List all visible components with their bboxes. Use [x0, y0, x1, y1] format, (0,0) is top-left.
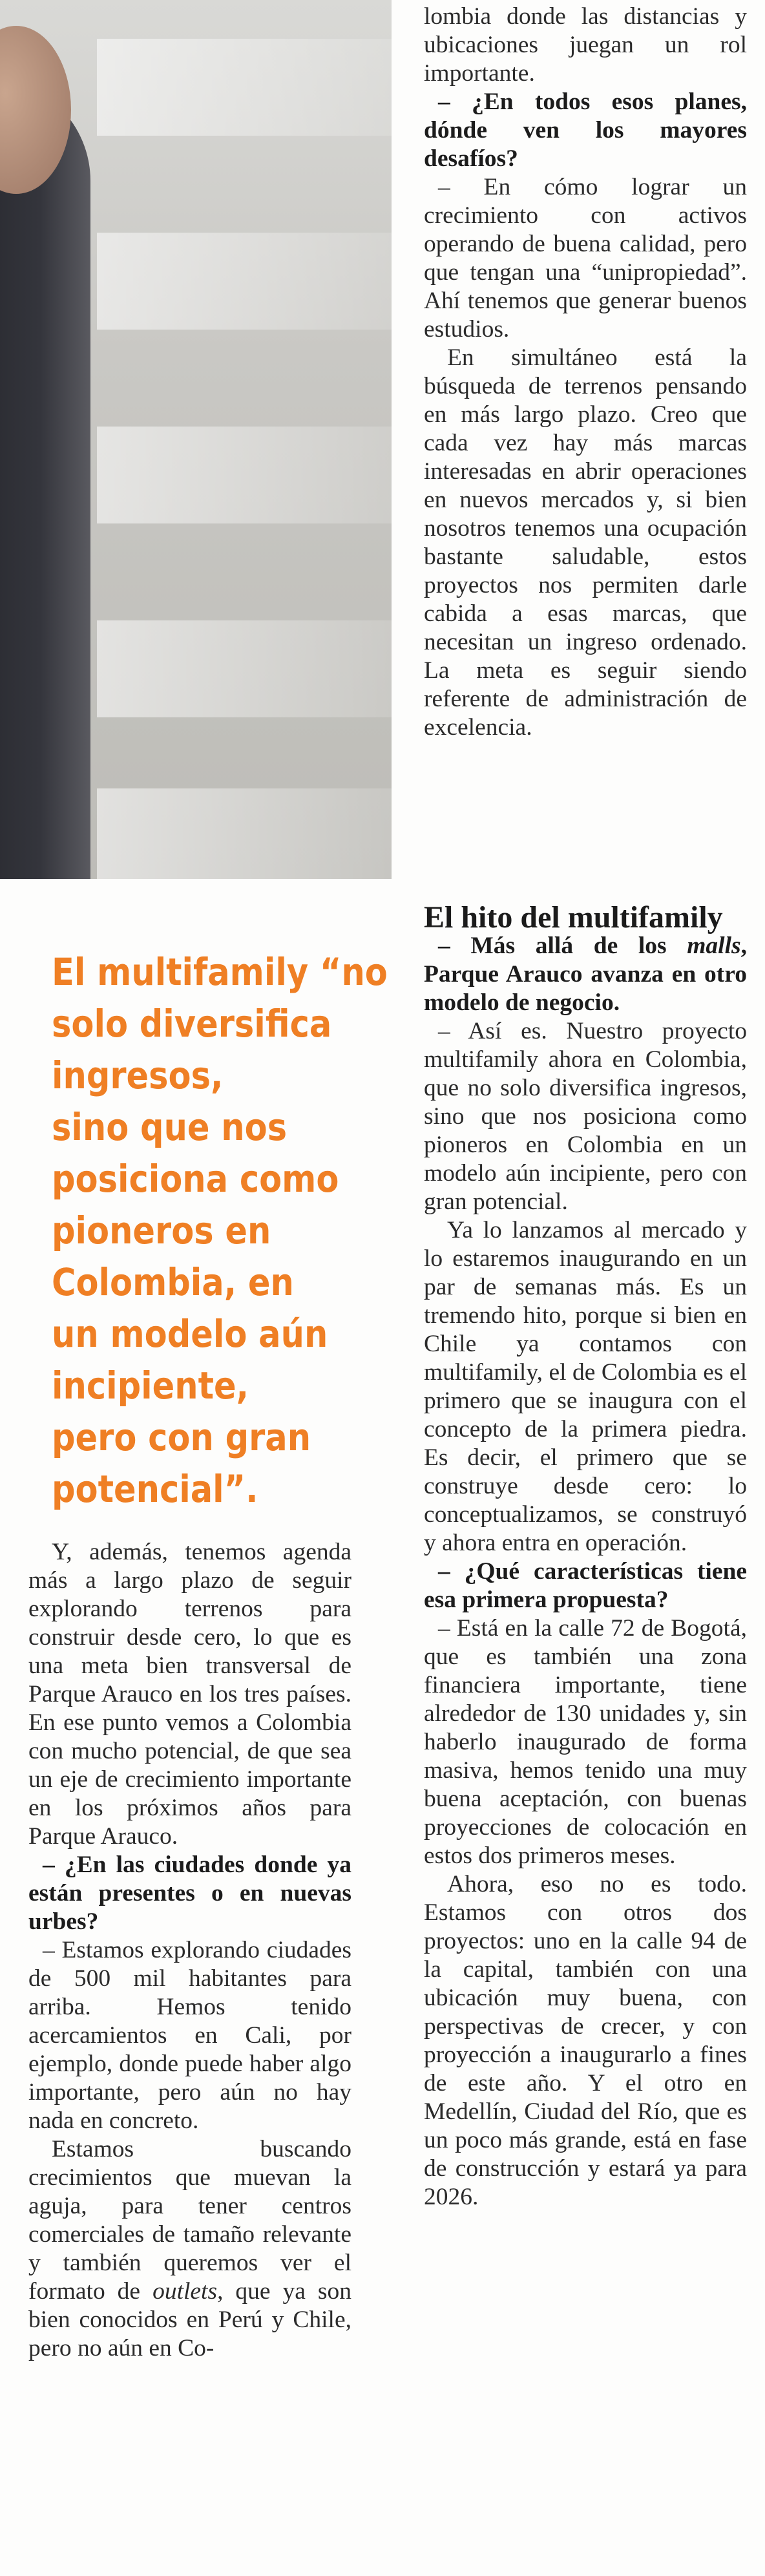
window-blind-stripe [97, 427, 392, 523]
pull-quote [52, 946, 388, 1515]
paragraph: Y, además, tenemos agenda más a largo plazo de seguir explorando terrenos para construir desde cero, lo que es una meta bien transversal de Parque Arauco en los tres países. En ese punto vemos a Colombia con mucho potencial, de que sea un eje de crecimiento importante en los próximos años para Parque Arauco. [28, 1539, 351, 1850]
pull-quote-line: posiciona como [52, 1157, 339, 1201]
pull-quote-line: Colombia, en [52, 1260, 294, 1304]
person-silhouette [0, 78, 90, 879]
paragraph: – En cómo lograr un crecimiento con activos operando de buena calidad, pero que tengan una “unipropiedad”. Ahí tenemos que generar buenos estudios. [424, 174, 747, 343]
window-blind-stripe [97, 233, 392, 330]
interview-question: – ¿En las ciudades donde ya están presentes o en nuevas urbes? [28, 1852, 351, 1935]
paragraph: Ya lo lanzamos al mercado y lo estaremos inaugurando en un par de semanas más. Es un tremendo hito, porque si bien en Chile ya contamos con multifamily, el de Colombia es el primero que se inaugura con el concepto de la primera piedra. Es decir, el primero que se construye desde cero: lo conceptualizamos, se construyó y ahora entra en operación. [424, 1217, 747, 1556]
paragraph: – Está en la calle 72 de Bogotá, que es también una zona financiera importante, tiene alrededor de 130 unidades y, sin haberlo inaugurado de forma masiva, hemos tenido una muy buena aceptación, con buenas proyecciones de colocación en estos dos primeros meses. [424, 1615, 747, 1869]
paragraph [28, 2135, 351, 2363]
pull-quote-line: sino que nos [52, 1105, 288, 1149]
window-blind-stripe [97, 788, 392, 879]
pull-quote-line: un modelo aún [52, 1312, 328, 1356]
paragraph-text: , que ya son bien conocidos en Perú y Chile, pero no aún en Co- [28, 2278, 351, 2361]
article-column-right-bottom [424, 900, 747, 2212]
section-heading: El hito del multifamily [424, 900, 723, 934]
pull-quote-line: incipiente, [52, 1364, 249, 1408]
pull-quote-line: ingresos, [52, 1053, 224, 1097]
paragraph-text: Estamos buscando crecimientos que muevan la aguja, para tener centros comerciales de tamaño relevante y también queremos ver el formato de [28, 2136, 351, 2305]
question-text: – Más allá de los [438, 933, 687, 959]
window-blind-stripe [97, 620, 392, 717]
interview-question [424, 932, 747, 1017]
pull-quote-line: pioneros en [52, 1209, 271, 1252]
question-text: , Parque Arauco avanza en otro modelo de negocio. [424, 933, 747, 1016]
paragraph: En simultáneo está la búsqueda de terrenos pensando en más largo plazo. Creo que cada vez hay más marcas interesadas en abrir operaciones en nuevos mercados y, si bien nosotros tenemos una ocupación bastante saludable, estos proyectos nos permiten darle cabida a esas marcas, que necesitan un ingreso ordenado. La meta es seguir siendo referente de administración de excelencia. [424, 344, 747, 741]
pull-quote-line: potencial”. [52, 1467, 258, 1511]
paragraph: – Estamos explorando ciudades de 500 mil habitantes para arriba. Hemos tenido acercamientos en Cali, por ejemplo, donde puede haber algo importante, pero aún no hay nada en concreto. [28, 1937, 351, 2134]
paragraph: – Así es. Nuestro proyecto multifamily ahora en Colombia, que no solo diversifica ingresos, sino que nos posiciona como pioneros en Colombia en un modelo aún incipiente, pero con gran potencial. [424, 1018, 747, 1215]
pull-quote-line: pero con gran [52, 1415, 311, 1459]
paragraph: lombia donde las distancias y ubicaciones juegan un rol importante. [424, 3, 747, 87]
paragraph: Ahora, eso no es todo. Estamos con otros dos proyectos: uno en la calle 94 de la capital, también con una ubicación muy buena, con perspectivas de crecer, y con proyección a inaugurarlo a fines de este año. Y el otro en Medellín, Ciudad del Río, que es un poco más grande, está en fase de construcción y estará ya para 2026. [424, 1871, 747, 2210]
article-column-left-bottom [28, 1538, 351, 2363]
pull-quote-line: El multifamily “no [52, 950, 388, 994]
pull-quote-line: solo diversifica [52, 1002, 332, 1046]
window-blind-stripe [97, 39, 392, 136]
interview-question: – ¿Qué características tiene esa primera propuesta? [424, 1558, 747, 1613]
article-column-right-top [424, 3, 747, 742]
interview-question: – ¿En todos esos planes, dónde ven los mayores desafíos? [424, 89, 747, 172]
question-emphasis: malls [687, 933, 741, 959]
portrait-photo [0, 0, 392, 879]
paragraph-emphasis: outlets [152, 2278, 218, 2305]
